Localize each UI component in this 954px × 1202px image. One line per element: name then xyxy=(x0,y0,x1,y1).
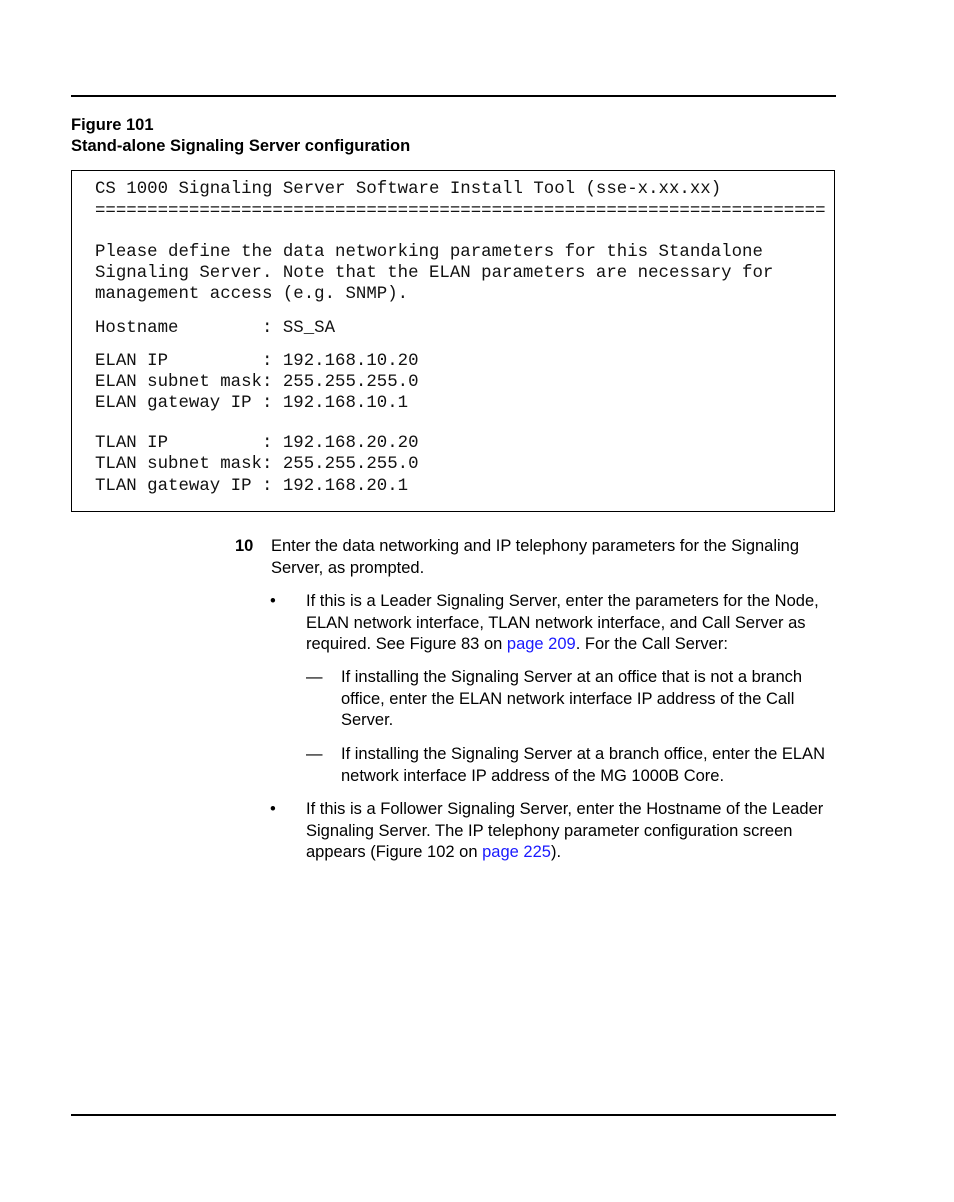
console-title-line: CS 1000 Signaling Server Software Install Tool (sse-x.xx.xx) xyxy=(95,180,722,199)
console-tlan-gateway-line: TLAN gateway IP : 192.168.20.1 xyxy=(95,477,409,496)
page-225-link[interactable]: page 225 xyxy=(482,843,551,861)
console-separator-line: ====================================================================== xyxy=(95,202,826,221)
console-elan-ip-line: ELAN IP : 192.168.10.20 xyxy=(95,352,419,371)
console-elan-mask-line: ELAN subnet mask: 255.255.255.0 xyxy=(95,373,419,392)
bullet-text: ). xyxy=(550,843,562,861)
figure-label: Figure 101 xyxy=(71,116,154,134)
dash-marker: — xyxy=(306,668,323,686)
console-prompt-line: Please define the data networking parameters for this Standalone xyxy=(95,243,763,262)
console-elan-gateway-line: ELAN gateway IP : 192.168.10.1 xyxy=(95,394,409,413)
console-screen xyxy=(71,170,835,512)
bullet-marker: • xyxy=(270,592,276,610)
bottom-rule xyxy=(71,1114,836,1116)
figure-caption: Stand-alone Signaling Server configuration xyxy=(71,137,411,155)
bullet-leader-server xyxy=(306,591,842,656)
step-text: Enter the data networking and IP telephony parameters for the Signaling Server, as prompted. xyxy=(271,537,800,577)
console-prompt-line: Signaling Server. Note that the ELAN parameters are necessary for xyxy=(95,264,774,283)
console-hostname-line: Hostname : SS_SA xyxy=(95,319,336,338)
subitem-branch-office: If installing the Signaling Server at a branch office, enter the ELAN network interface IP address of the MG 1000B Core. xyxy=(341,745,825,785)
bullet-text: If this is a Follower Signaling Server, enter the Hostname of the Leader Signaling Server. The IP telephony parameter configuration screen appears (Figure 102 on xyxy=(306,800,824,861)
step-number: 10 xyxy=(235,537,254,555)
console-prompt-line: management access (e.g. SNMP). xyxy=(95,285,409,304)
bullet-follower-server xyxy=(306,799,836,864)
dash-marker: — xyxy=(306,745,323,763)
subitem-non-branch-office: If installing the Signaling Server at an office that is not a branch office, enter the ELAN network interface IP address of the Call Server. xyxy=(341,668,803,729)
top-rule xyxy=(71,95,836,97)
page-209-link[interactable]: page 209 xyxy=(506,635,576,653)
console-tlan-mask-line: TLAN subnet mask: 255.255.255.0 xyxy=(95,455,419,474)
bullet-text: . For the Call Server: xyxy=(575,635,728,653)
bullet-text: If this is a Leader Signaling Server, enter the parameters for the Node, ELAN network interface, TLAN network interface, and Call Server as required. See Figure 83 on xyxy=(306,592,819,653)
bullet-marker: • xyxy=(270,800,276,818)
console-tlan-ip-line: TLAN IP : 192.168.20.20 xyxy=(95,434,419,453)
